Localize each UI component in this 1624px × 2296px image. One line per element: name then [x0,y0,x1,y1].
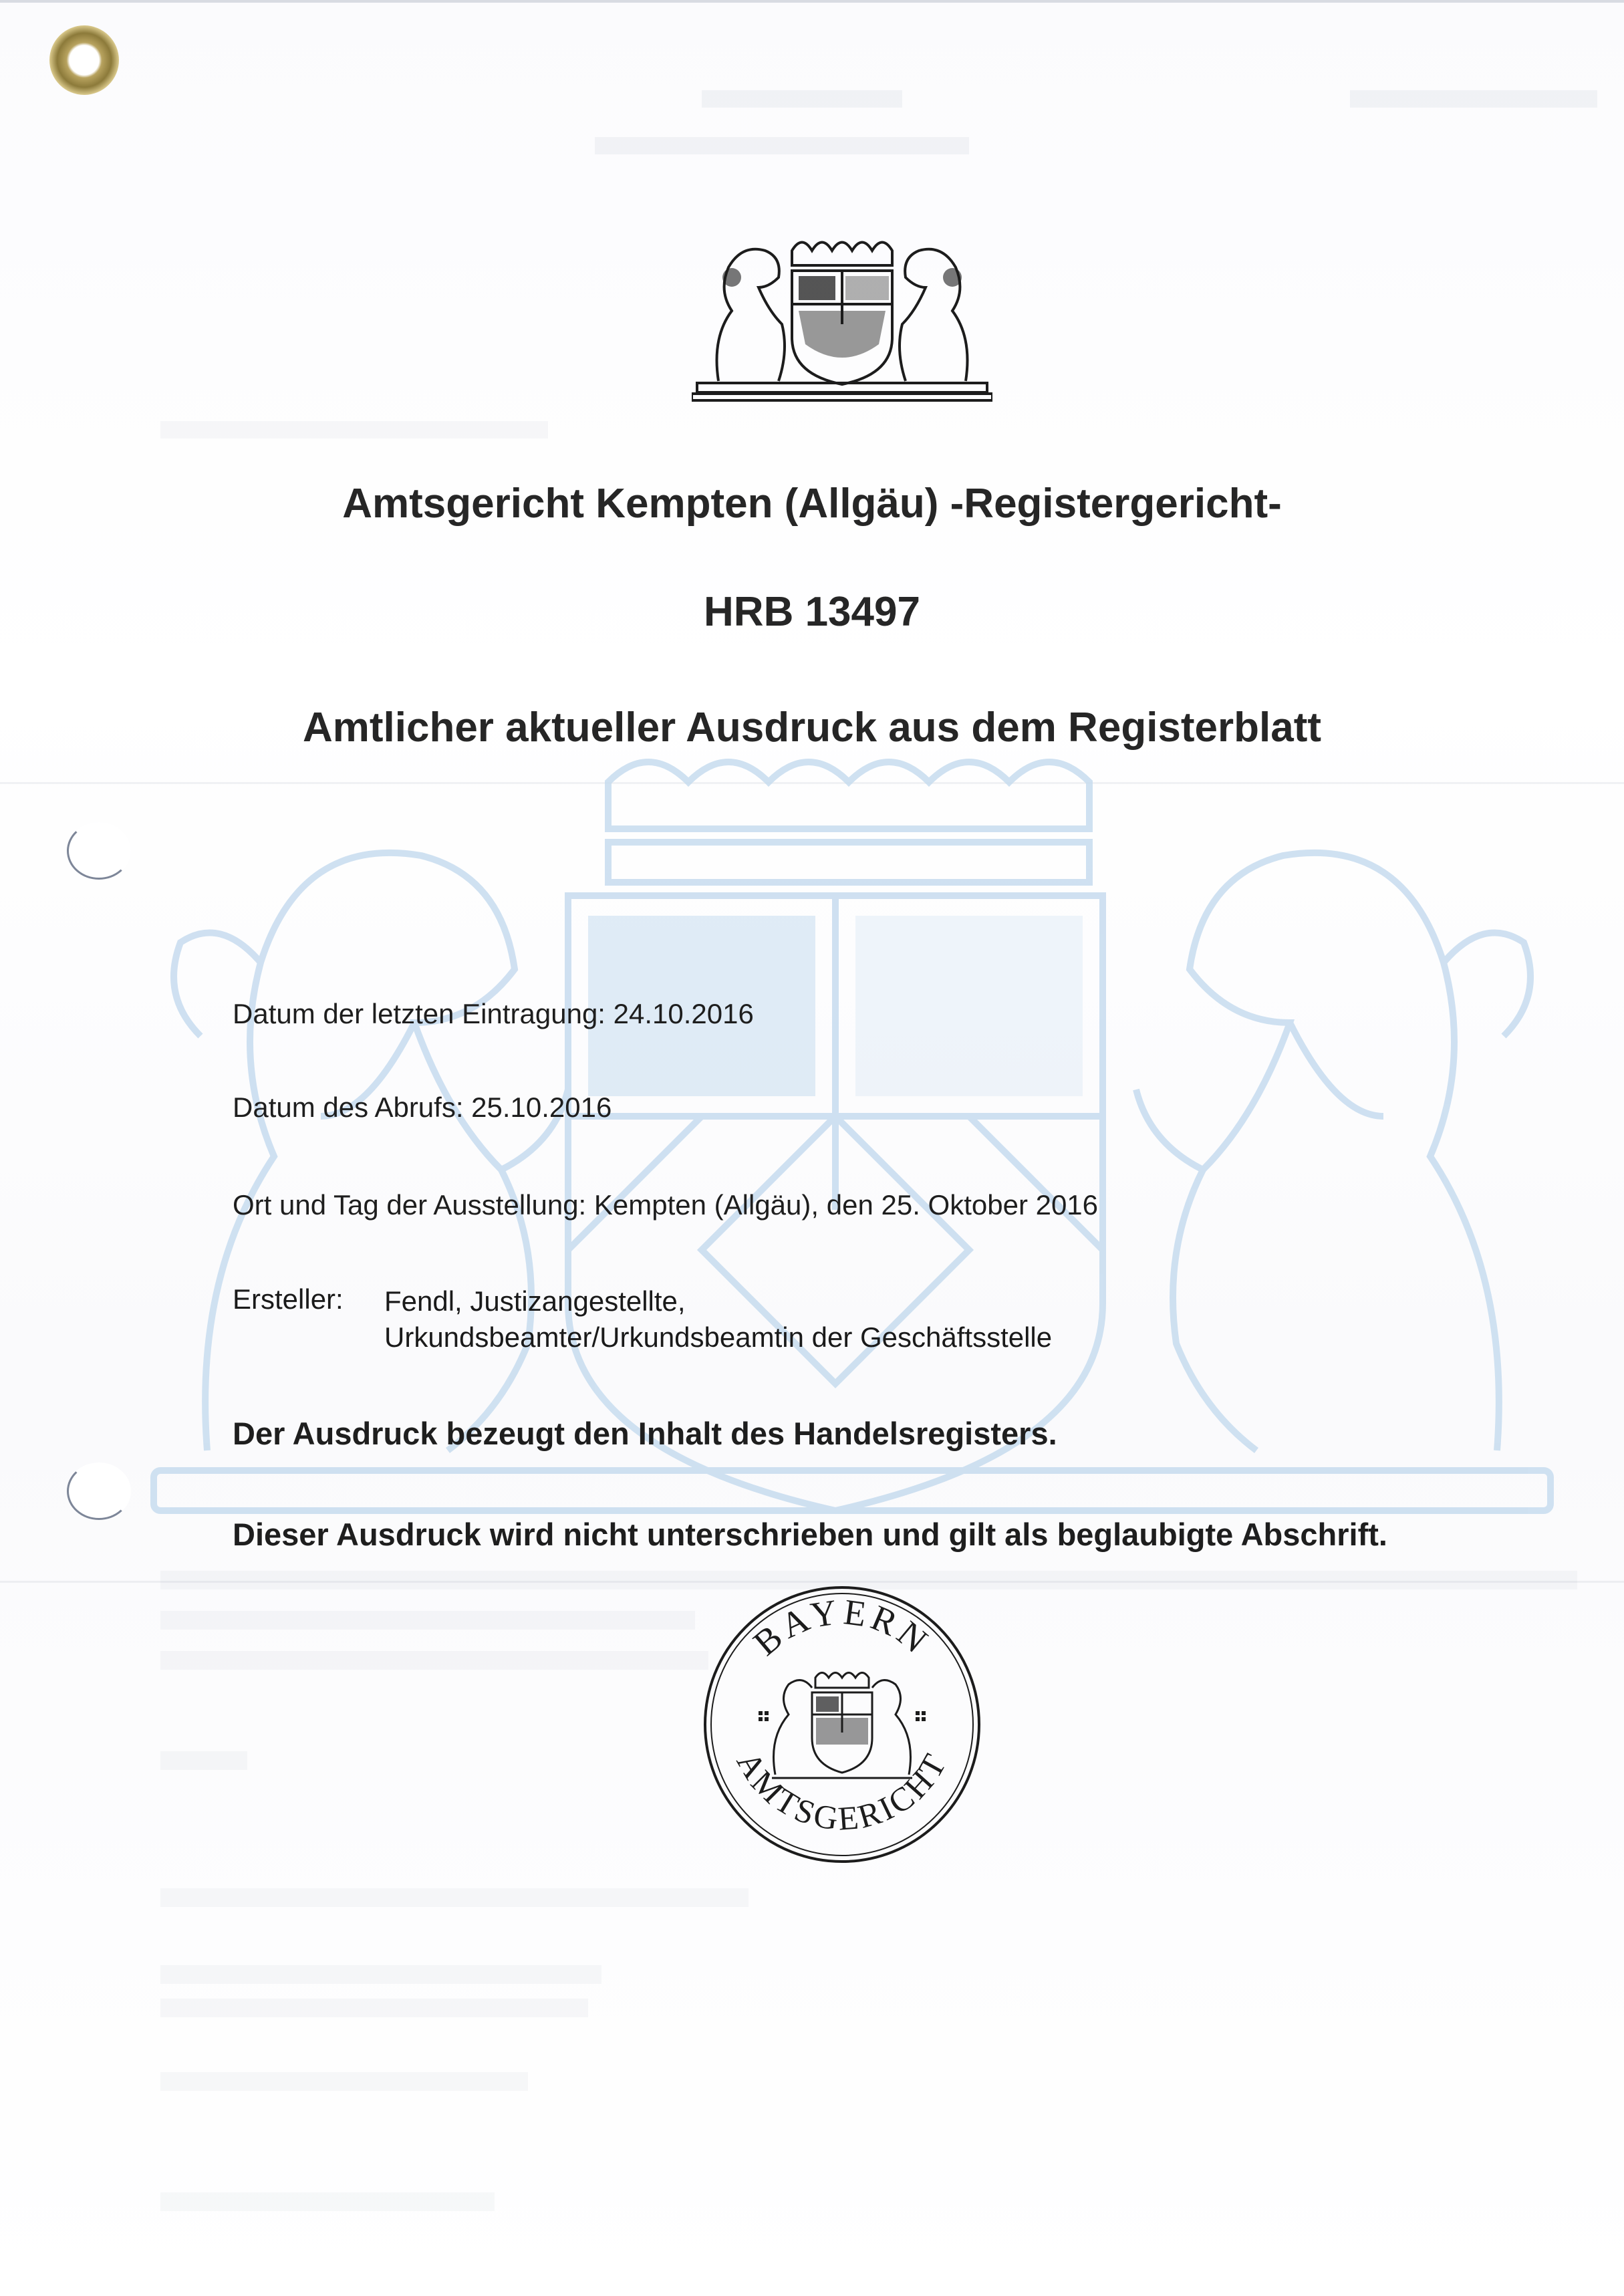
bleed-through [1350,90,1597,108]
bavarian-coat-of-arms-icon [692,224,992,411]
binder-eyelet-icon [49,25,119,95]
bleed-through [160,1651,708,1670]
punch-hole-icon [67,822,131,880]
last-entry-date: Datum der letzten Eintragung: 24.10.2016 [233,998,754,1029]
bleed-through [160,421,548,438]
watermark-crest-icon [100,742,1604,1598]
content-statement: Der Ausdruck bezeugt den Inhalt des Handelsregisters. [233,1416,1057,1451]
place-and-date: Ort und Tag der Ausstellung: Kempten (Allgäu), den 25. Oktober 2016 [233,1189,1099,1221]
creator-value [384,1283,1052,1356]
svg-text:BAYERN [746,1591,938,1664]
svg-text:AMTSGERICHT [730,1745,955,1837]
seal-bottom-text: AMTSGERICHT [729,1745,955,1837]
seal-top-text: BAYERN [745,1591,938,1664]
bleed-through [595,137,969,154]
court-title: Amtsgericht Kempten (Allgäu) -Registergericht- [342,481,1282,527]
bleed-through [160,1965,601,1984]
bleed-through [160,1751,247,1770]
creator-line: Urkundsbeamter/Urkundsbeamtin der Geschäftsstelle [384,1321,1053,1353]
paper-top-edge [0,0,1624,3]
print-title: Amtlicher aktueller Ausdruck aus dem Registerblatt [302,705,1322,751]
bleed-through [160,2192,495,2211]
signature-statement: Dieser Ausdruck wird nicht unterschrieben und gilt als beglaubigte Abschrift. [233,1517,1387,1552]
creator-label: Ersteller: [233,1283,344,1315]
creator-line: Fendl, Justizangestellte, [384,1285,686,1317]
bleed-through [160,2072,528,2091]
punch-hole-icon [67,1462,131,1520]
retrieval-date: Datum des Abrufs: 25.10.2016 [233,1092,612,1123]
court-seal-icon [695,1577,989,1872]
bleed-through [160,1611,695,1630]
bleed-through [702,90,902,108]
bleed-through [160,1999,588,2017]
register-number: HRB 13497 [704,589,920,635]
bleed-through [160,1888,749,1907]
